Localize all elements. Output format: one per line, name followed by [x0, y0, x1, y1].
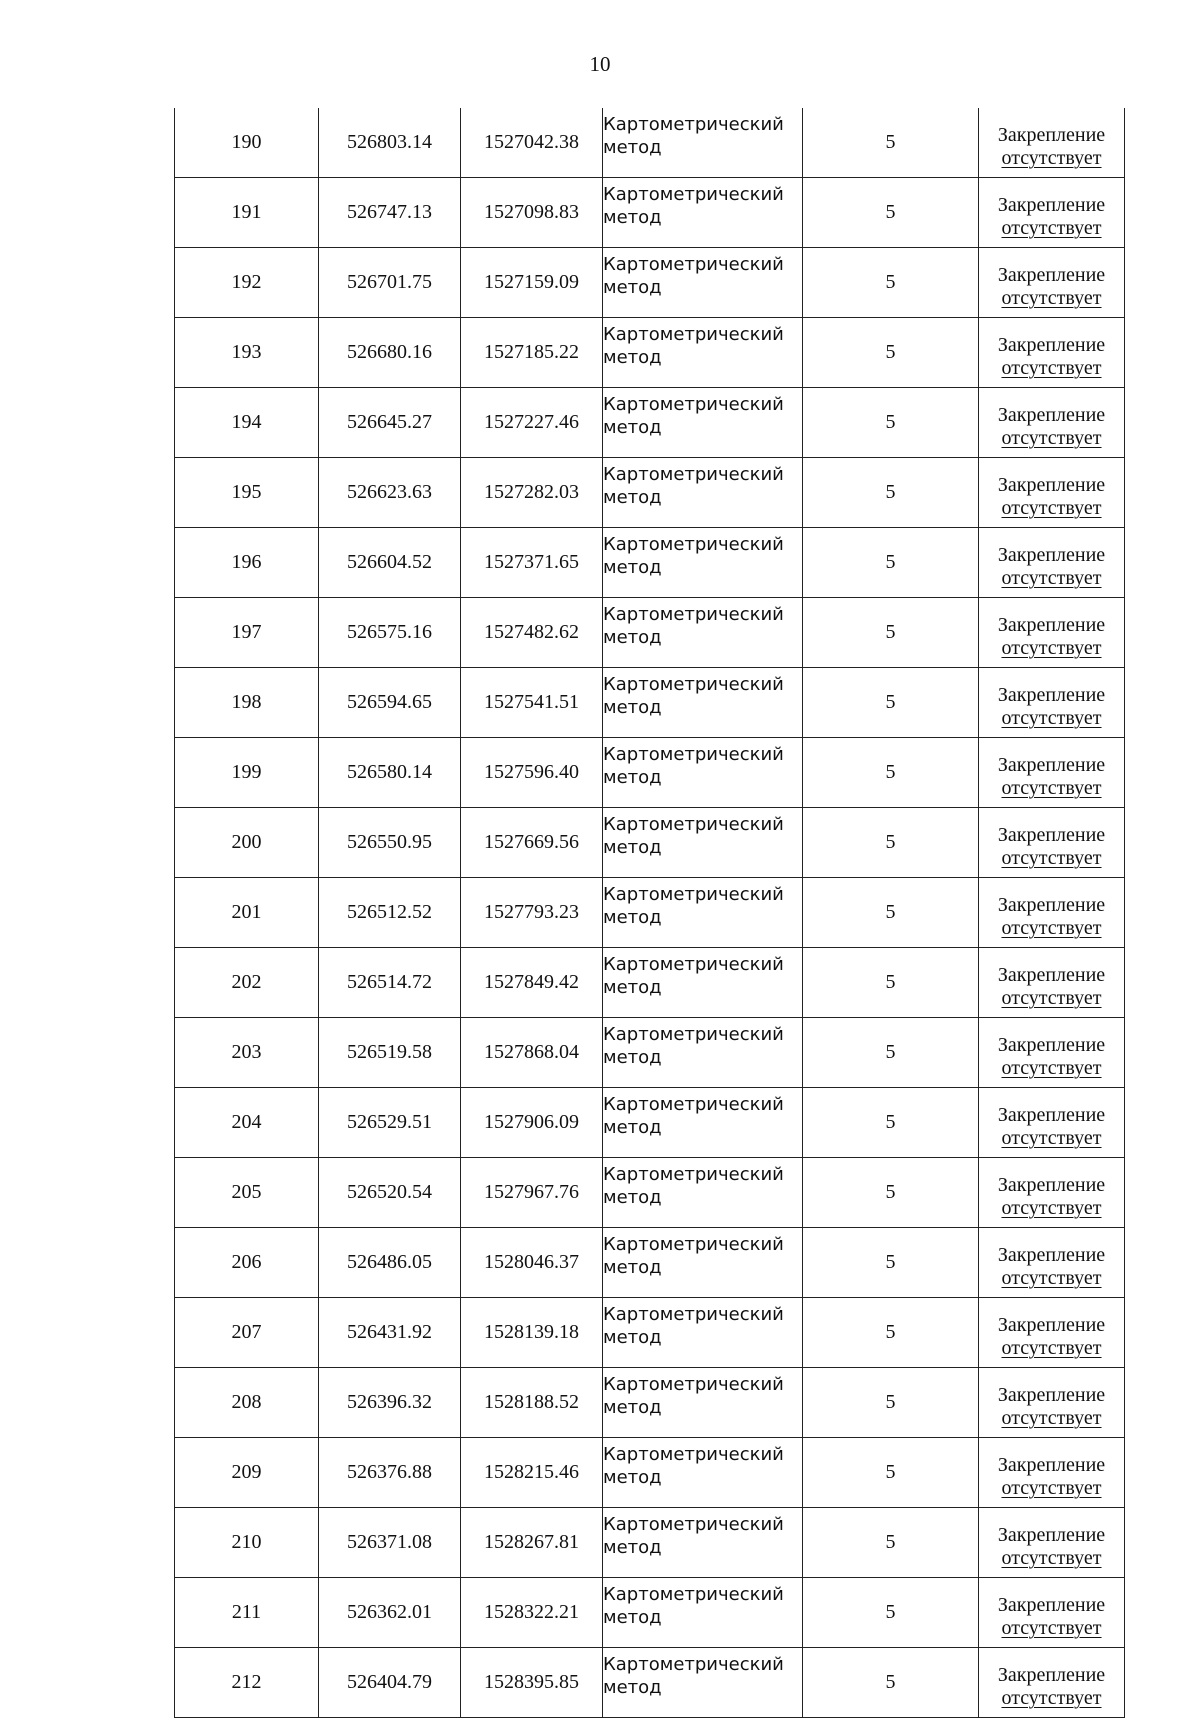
point-number-cell: 195	[175, 458, 319, 528]
fixing-text-line: Закрепление	[997, 823, 1106, 846]
method-text-line: метод	[603, 1326, 662, 1348]
method-text-line: метод	[603, 696, 662, 718]
table-row	[175, 178, 1125, 248]
x-coordinate-cell: 526371.08	[319, 1508, 461, 1578]
table-row	[175, 1298, 1125, 1368]
fixing-text-line: Закрепление	[997, 613, 1106, 636]
precision-cell: 5	[803, 598, 979, 668]
fixing-cell	[979, 668, 1125, 738]
x-coordinate-cell: 526362.01	[319, 1578, 461, 1648]
x-coordinate-cell: 526604.52	[319, 528, 461, 598]
method-text-line: метод	[603, 556, 662, 578]
fixing-text-line: Закрепление	[997, 893, 1106, 916]
x-coordinate-cell: 526803.14	[319, 108, 461, 178]
method-text-line: метод	[603, 1396, 662, 1418]
y-coordinate-cell: 1528139.18	[461, 1298, 603, 1368]
method-text-line: метод	[603, 1606, 662, 1628]
fixing-text-line: отсутствует	[1001, 1406, 1102, 1429]
x-coordinate-cell: 526550.95	[319, 808, 461, 878]
fixing-cell	[979, 178, 1125, 248]
method-cell	[603, 178, 803, 248]
table-row	[175, 668, 1125, 738]
precision-cell: 5	[803, 948, 979, 1018]
precision-cell: 5	[803, 1508, 979, 1578]
method-cell	[603, 1578, 803, 1648]
x-coordinate-cell: 526701.75	[319, 248, 461, 318]
fixing-cell	[979, 528, 1125, 598]
table-row	[175, 108, 1125, 178]
method-text-line: Картометрический	[603, 1584, 784, 1605]
method-cell	[603, 1508, 803, 1578]
precision-cell: 5	[803, 1158, 979, 1228]
y-coordinate-cell: 1528395.85	[461, 1648, 603, 1718]
x-coordinate-cell: 526680.16	[319, 318, 461, 388]
method-cell	[603, 1228, 803, 1298]
y-coordinate-cell: 1527482.62	[461, 598, 603, 668]
fixing-text-line: Закрепление	[997, 1243, 1106, 1266]
fixing-text-line: Закрепление	[997, 543, 1106, 566]
precision-cell: 5	[803, 318, 979, 388]
fixing-text-line: Закрепление	[997, 1033, 1106, 1056]
precision-cell: 5	[803, 1578, 979, 1648]
y-coordinate-cell: 1527849.42	[461, 948, 603, 1018]
method-cell	[603, 948, 803, 1018]
x-coordinate-cell: 526645.27	[319, 388, 461, 458]
fixing-cell	[979, 1088, 1125, 1158]
fixing-cell	[979, 1298, 1125, 1368]
point-number-cell: 206	[175, 1228, 319, 1298]
y-coordinate-cell: 1527185.22	[461, 318, 603, 388]
method-cell	[603, 458, 803, 528]
fixing-text-line: Закрепление	[997, 1453, 1106, 1476]
fixing-cell	[979, 878, 1125, 948]
table-row	[175, 1648, 1125, 1718]
x-coordinate-cell: 526520.54	[319, 1158, 461, 1228]
fixing-text-line: Закрепление	[997, 1383, 1106, 1406]
fixing-cell	[979, 318, 1125, 388]
method-text-line: метод	[603, 206, 662, 228]
fixing-text-line: Закрепление	[997, 1173, 1106, 1196]
point-number-cell: 193	[175, 318, 319, 388]
fixing-cell	[979, 948, 1125, 1018]
point-number-cell: 202	[175, 948, 319, 1018]
method-text-line: Картометрический	[603, 1024, 784, 1045]
x-coordinate-cell: 526396.32	[319, 1368, 461, 1438]
precision-cell: 5	[803, 1368, 979, 1438]
precision-cell: 5	[803, 738, 979, 808]
fixing-cell	[979, 738, 1125, 808]
precision-cell: 5	[803, 668, 979, 738]
fixing-text-line: Закрепление	[997, 1313, 1106, 1336]
table-row	[175, 1438, 1125, 1508]
method-text-line: Картометрический	[603, 184, 784, 205]
method-text-line: Картометрический	[603, 604, 784, 625]
method-text-line: Картометрический	[603, 464, 784, 485]
point-number-cell: 191	[175, 178, 319, 248]
method-text-line: метод	[603, 1466, 662, 1488]
fixing-text-line: отсутствует	[1001, 776, 1102, 799]
point-number-cell: 207	[175, 1298, 319, 1368]
method-cell	[603, 878, 803, 948]
y-coordinate-cell: 1527669.56	[461, 808, 603, 878]
point-number-cell: 190	[175, 108, 319, 178]
table-row	[175, 948, 1125, 1018]
method-text-line: Картометрический	[603, 814, 784, 835]
precision-cell: 5	[803, 1228, 979, 1298]
table-row	[175, 248, 1125, 318]
y-coordinate-cell: 1527371.65	[461, 528, 603, 598]
method-text-line: Картометрический	[603, 954, 784, 975]
method-text-line: Картометрический	[603, 254, 784, 275]
method-text-line: Картометрический	[603, 1514, 784, 1535]
table-row	[175, 808, 1125, 878]
fixing-text-line: Закрепление	[997, 1103, 1106, 1126]
fixing-text-line: отсутствует	[1001, 846, 1102, 869]
point-number-cell: 212	[175, 1648, 319, 1718]
x-coordinate-cell: 526514.72	[319, 948, 461, 1018]
y-coordinate-cell: 1527793.23	[461, 878, 603, 948]
method-text-line: метод	[603, 1536, 662, 1558]
method-text-line: метод	[603, 486, 662, 508]
point-number-cell: 211	[175, 1578, 319, 1648]
x-coordinate-cell: 526580.14	[319, 738, 461, 808]
precision-cell: 5	[803, 108, 979, 178]
precision-cell: 5	[803, 1298, 979, 1368]
table-row	[175, 1368, 1125, 1438]
point-number-cell: 209	[175, 1438, 319, 1508]
table-row	[175, 878, 1125, 948]
fixing-text-line: Закрепление	[997, 193, 1106, 216]
fixing-text-line: отсутствует	[1001, 636, 1102, 659]
precision-cell: 5	[803, 1438, 979, 1508]
x-coordinate-cell: 526519.58	[319, 1018, 461, 1088]
method-text-line: Картометрический	[603, 1234, 784, 1255]
fixing-cell	[979, 1228, 1125, 1298]
fixing-cell	[979, 1578, 1125, 1648]
y-coordinate-cell: 1528188.52	[461, 1368, 603, 1438]
fixing-text-line: Закрепление	[997, 473, 1106, 496]
method-cell	[603, 248, 803, 318]
table-row	[175, 458, 1125, 528]
fixing-text-line: отсутствует	[1001, 566, 1102, 589]
fixing-text-line: отсутствует	[1001, 146, 1102, 169]
fixing-cell	[979, 458, 1125, 528]
point-number-cell: 198	[175, 668, 319, 738]
fixing-cell	[979, 1438, 1125, 1508]
point-number-cell: 204	[175, 1088, 319, 1158]
method-cell	[603, 108, 803, 178]
y-coordinate-cell: 1528046.37	[461, 1228, 603, 1298]
fixing-text-line: Закрепление	[997, 683, 1106, 706]
fixing-text-line: Закрепление	[997, 333, 1106, 356]
table-row	[175, 1578, 1125, 1648]
method-cell	[603, 808, 803, 878]
fixing-text-line: Закрепление	[997, 753, 1106, 776]
y-coordinate-cell: 1527159.09	[461, 248, 603, 318]
fixing-text-line: отсутствует	[1001, 1616, 1102, 1639]
x-coordinate-cell: 526404.79	[319, 1648, 461, 1718]
precision-cell: 5	[803, 1018, 979, 1088]
method-text-line: метод	[603, 276, 662, 298]
x-coordinate-cell: 526575.16	[319, 598, 461, 668]
method-text-line: Картометрический	[603, 1444, 784, 1465]
coordinates-table-body	[175, 108, 1125, 1718]
fixing-text-line: отсутствует	[1001, 1266, 1102, 1289]
fixing-cell	[979, 1158, 1125, 1228]
y-coordinate-cell: 1527868.04	[461, 1018, 603, 1088]
method-cell	[603, 1158, 803, 1228]
page-number: 10	[589, 52, 611, 76]
fixing-text-line: отсутствует	[1001, 1336, 1102, 1359]
method-text-line: Картометрический	[603, 1654, 784, 1675]
fixing-text-line: отсутствует	[1001, 1546, 1102, 1569]
method-text-line: Картометрический	[603, 744, 784, 765]
method-text-line: Картометрический	[603, 324, 784, 345]
point-number-cell: 199	[175, 738, 319, 808]
method-text-line: Картометрический	[603, 114, 784, 135]
fixing-cell	[979, 598, 1125, 668]
fixing-text-line: Закрепление	[997, 263, 1106, 286]
fixing-text-line: отсутствует	[1001, 706, 1102, 729]
point-number-cell: 203	[175, 1018, 319, 1088]
method-cell	[603, 388, 803, 458]
x-coordinate-cell: 526512.52	[319, 878, 461, 948]
method-text-line: метод	[603, 626, 662, 648]
precision-cell: 5	[803, 388, 979, 458]
fixing-text-line: отсутствует	[1001, 1476, 1102, 1499]
x-coordinate-cell: 526623.63	[319, 458, 461, 528]
y-coordinate-cell: 1527596.40	[461, 738, 603, 808]
fixing-text-line: отсутствует	[1001, 1686, 1102, 1709]
y-coordinate-cell: 1527098.83	[461, 178, 603, 248]
fixing-cell	[979, 1018, 1125, 1088]
table-row	[175, 738, 1125, 808]
method-text-line: Картометрический	[603, 394, 784, 415]
method-text-line: метод	[603, 1116, 662, 1138]
y-coordinate-cell: 1527227.46	[461, 388, 603, 458]
fixing-text-line: отсутствует	[1001, 356, 1102, 379]
method-cell	[603, 668, 803, 738]
point-number-cell: 197	[175, 598, 319, 668]
y-coordinate-cell: 1527282.03	[461, 458, 603, 528]
x-coordinate-cell: 526376.88	[319, 1438, 461, 1508]
table-row	[175, 1088, 1125, 1158]
y-coordinate-cell: 1528215.46	[461, 1438, 603, 1508]
fixing-text-line: Закрепление	[997, 1663, 1106, 1686]
method-text-line: метод	[603, 136, 662, 158]
table-row	[175, 1158, 1125, 1228]
method-text-line: метод	[603, 1676, 662, 1698]
method-cell	[603, 738, 803, 808]
y-coordinate-cell: 1527541.51	[461, 668, 603, 738]
precision-cell: 5	[803, 528, 979, 598]
method-text-line: метод	[603, 906, 662, 928]
fixing-cell	[979, 108, 1125, 178]
method-text-line: метод	[603, 416, 662, 438]
precision-cell: 5	[803, 1648, 979, 1718]
method-cell	[603, 1648, 803, 1718]
table-row	[175, 528, 1125, 598]
table-row	[175, 598, 1125, 668]
point-number-cell: 196	[175, 528, 319, 598]
fixing-text-line: Закрепление	[997, 1593, 1106, 1616]
point-number-cell: 201	[175, 878, 319, 948]
y-coordinate-cell: 1528267.81	[461, 1508, 603, 1578]
fixing-cell	[979, 388, 1125, 458]
fixing-text-line: отсутствует	[1001, 426, 1102, 449]
method-text-line: Картометрический	[603, 1094, 784, 1115]
fixing-cell	[979, 808, 1125, 878]
method-text-line: метод	[603, 766, 662, 788]
x-coordinate-cell: 526431.92	[319, 1298, 461, 1368]
point-number-cell: 208	[175, 1368, 319, 1438]
method-cell	[603, 1368, 803, 1438]
fixing-text-line: Закрепление	[997, 963, 1106, 986]
point-number-cell: 192	[175, 248, 319, 318]
point-number-cell: 210	[175, 1508, 319, 1578]
method-text-line: метод	[603, 976, 662, 998]
point-number-cell: 194	[175, 388, 319, 458]
point-number-cell: 200	[175, 808, 319, 878]
method-text-line: метод	[603, 1046, 662, 1068]
x-coordinate-cell: 526529.51	[319, 1088, 461, 1158]
fixing-cell	[979, 1508, 1125, 1578]
fixing-text-line: Закрепление	[997, 123, 1106, 146]
fixing-text-line: отсутствует	[1001, 916, 1102, 939]
y-coordinate-cell: 1527906.09	[461, 1088, 603, 1158]
y-coordinate-cell: 1527967.76	[461, 1158, 603, 1228]
fixing-text-line: отсутствует	[1001, 986, 1102, 1009]
method-text-line: метод	[603, 346, 662, 368]
y-coordinate-cell: 1528322.21	[461, 1578, 603, 1648]
table-row	[175, 1018, 1125, 1088]
point-number-cell: 205	[175, 1158, 319, 1228]
fixing-text-line: отсутствует	[1001, 216, 1102, 239]
precision-cell: 5	[803, 458, 979, 528]
fixing-text-line: отсутствует	[1001, 1196, 1102, 1219]
method-text-line: Картометрический	[603, 1304, 784, 1325]
x-coordinate-cell: 526747.13	[319, 178, 461, 248]
precision-cell: 5	[803, 808, 979, 878]
table-row	[175, 318, 1125, 388]
method-text-line: Картометрический	[603, 884, 784, 905]
fixing-text-line: отсутствует	[1001, 1126, 1102, 1149]
method-cell	[603, 598, 803, 668]
fixing-text-line: отсутствует	[1001, 496, 1102, 519]
method-cell	[603, 1438, 803, 1508]
method-text-line: Картометрический	[603, 534, 784, 555]
method-text-line: метод	[603, 1256, 662, 1278]
method-text-line: Картометрический	[603, 1164, 784, 1185]
fixing-cell	[979, 248, 1125, 318]
fixing-text-line: Закрепление	[997, 1523, 1106, 1546]
method-text-line: метод	[603, 1186, 662, 1208]
fixing-cell	[979, 1648, 1125, 1718]
method-cell	[603, 1298, 803, 1368]
x-coordinate-cell: 526594.65	[319, 668, 461, 738]
fixing-text-line: отсутствует	[1001, 1056, 1102, 1079]
precision-cell: 5	[803, 178, 979, 248]
fixing-cell	[979, 1368, 1125, 1438]
method-cell	[603, 318, 803, 388]
method-cell	[603, 1018, 803, 1088]
table-row	[175, 1508, 1125, 1578]
method-text-line: Картометрический	[603, 1374, 784, 1395]
precision-cell: 5	[803, 1088, 979, 1158]
table-row	[175, 388, 1125, 458]
method-cell	[603, 1088, 803, 1158]
fixing-text-line: Закрепление	[997, 403, 1106, 426]
coordinates-table	[174, 108, 1125, 1718]
x-coordinate-cell: 526486.05	[319, 1228, 461, 1298]
table-row	[175, 1228, 1125, 1298]
precision-cell: 5	[803, 878, 979, 948]
fixing-text-line: отсутствует	[1001, 286, 1102, 309]
method-cell	[603, 528, 803, 598]
method-text-line: метод	[603, 836, 662, 858]
method-text-line: Картометрический	[603, 674, 784, 695]
precision-cell: 5	[803, 248, 979, 318]
y-coordinate-cell: 1527042.38	[461, 108, 603, 178]
